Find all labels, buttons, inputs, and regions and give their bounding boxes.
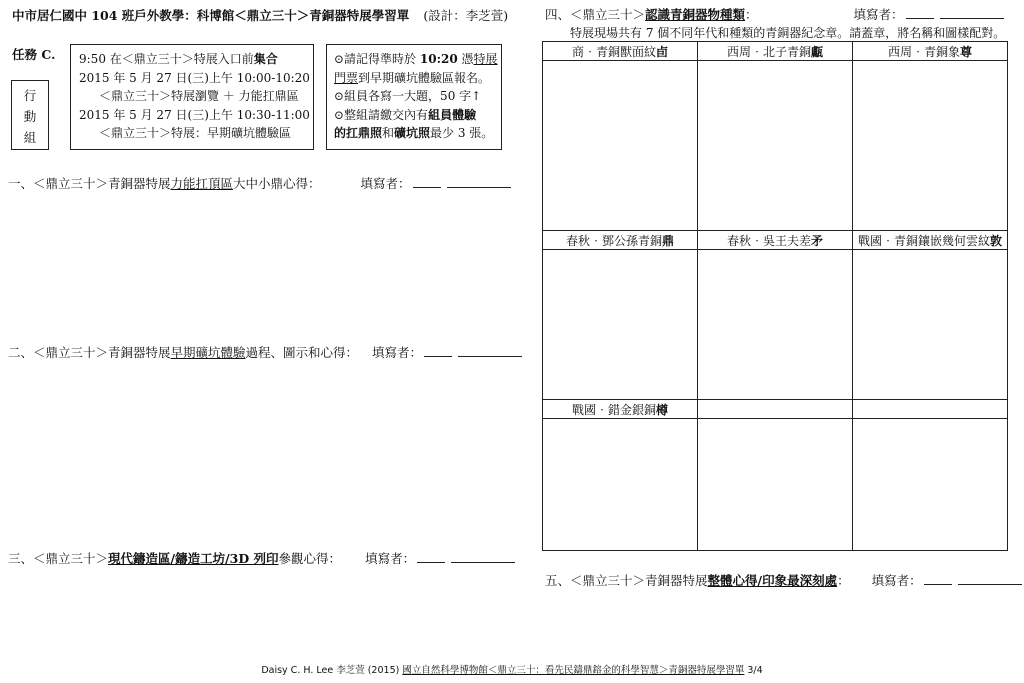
footer-title: 國立自然科學博物館＜鼎立三十：看先民鑄鼎鎔金的科學智慧＞青銅器特展學習單 (402, 665, 745, 676)
filler-blank[interactable] (940, 7, 1004, 19)
filler-blank[interactable] (417, 551, 445, 563)
notes-box (326, 44, 502, 150)
filler-blank[interactable] (924, 573, 952, 585)
schedule-line: 2015 年 5 月 27 日(三)上午 10:30-11:00 (79, 107, 310, 122)
schedule-line: 9:50 在＜鼎立三十＞特展入口前集合 (79, 52, 278, 66)
page-footer (0, 662, 1024, 676)
artifact-label: 商‧青銅獸面紋卣 (543, 42, 698, 61)
question-3: 三、＜鼎立三十＞現代鑄造區/鑄造工坊/3D 列印參觀心得： 填寫者： (8, 549, 515, 567)
stamp-cell[interactable] (698, 250, 853, 400)
stamp-cell[interactable] (698, 419, 853, 551)
filler-label: 填寫者： (853, 7, 904, 22)
filler-blank[interactable] (424, 345, 452, 357)
artifact-stamp-grid (542, 41, 1008, 551)
stamp-cell[interactable] (543, 250, 698, 400)
question-4: 四、＜鼎立三十＞認識青銅器物種類： 填寫者： (545, 5, 1004, 23)
schedule-box (70, 44, 314, 150)
artifact-label: 春秋‧鄧公孫青銅鼎 (543, 231, 698, 250)
title-text: 中市居仁國中 104 班戶外教學：科博館＜鼎立三十＞青銅器特展學習單 (12, 8, 410, 23)
filler-label: 填寫者： (871, 573, 922, 588)
filler-label: 填寫者： (365, 551, 416, 566)
page-title (12, 6, 508, 24)
filler-blank[interactable] (906, 7, 934, 19)
group-char: 動 (23, 109, 37, 124)
filler-blank[interactable] (458, 345, 522, 357)
note-line: 門票到早期礦坑體驗區報名。 (334, 70, 491, 85)
q4-subtitle: 特展現場共有 7 個不同年代和種類的青銅器紀念章。請蓋章，將名稱和圖樣配對。 (570, 26, 1006, 40)
artifact-label: 戰國‧錯金銀銅樽 (543, 400, 698, 419)
group-char: 行 (23, 88, 37, 103)
question-5: 五、＜鼎立三十＞青銅器特展整體心得/印象最深刻處： 填寫者： (545, 571, 1022, 589)
note-line: ⊙組員各寫一大題，50 字↑ (334, 89, 482, 103)
artifact-label: 西周‧青銅象尊 (853, 42, 1008, 61)
artifact-label: 西周‧北子青銅甗 (698, 42, 853, 61)
footer-author: Daisy C. H. Lee 李芝萱 (2015) (261, 665, 403, 676)
artifact-label: 戰國‧青銅鑲嵌幾何雲紋敦 (853, 231, 1008, 250)
schedule-line: 2015 年 5 月 27 日(三)上午 10:00-10:20 (79, 70, 310, 85)
filler-blank[interactable] (413, 176, 441, 188)
group-label-box (11, 80, 49, 150)
schedule-line: ＜鼎立三十＞特展：早期礦坑體驗區 (99, 126, 292, 140)
question-2: 二、＜鼎立三十＞青銅器特展早期礦坑體驗過程、圖示和心得： 填寫者： (8, 343, 522, 361)
note-line: ⊙請記得準時於 10:20 憑特展 (334, 52, 498, 66)
filler-label: 填寫者： (372, 345, 423, 360)
schedule-line: ＜鼎立三十＞特展瀏覽 ＋ 力能扛鼎區 (99, 89, 299, 103)
filler-blank[interactable] (958, 573, 1022, 585)
designer-credit: (設計：李芝萱) (423, 8, 509, 23)
task-label: 任務 C. (12, 47, 56, 62)
artifact-label-empty (698, 400, 853, 419)
stamp-cell[interactable] (543, 419, 698, 551)
question-1: 一、＜鼎立三十＞青銅器特展力能扛頂區大中小鼎心得： 填寫者： (8, 174, 511, 192)
group-char: 組 (23, 130, 37, 145)
filler-label: 填寫者： (360, 176, 411, 191)
stamp-cell[interactable] (853, 250, 1008, 400)
stamp-cell[interactable] (853, 419, 1008, 551)
filler-blank[interactable] (447, 176, 511, 188)
filler-blank[interactable] (451, 551, 515, 563)
artifact-label: 春秋‧吳王夫差矛 (698, 231, 853, 250)
page-number: 3/4 (744, 665, 763, 676)
stamp-cell[interactable] (698, 61, 853, 231)
note-line: ⊙整組請繳交內有組員體驗 (334, 107, 477, 122)
stamp-cell[interactable] (853, 61, 1008, 231)
stamp-cell[interactable] (543, 61, 698, 231)
artifact-label-empty (853, 400, 1008, 419)
note-line: 的扛鼎照和礦坑照最少 3 張。 (334, 126, 494, 140)
